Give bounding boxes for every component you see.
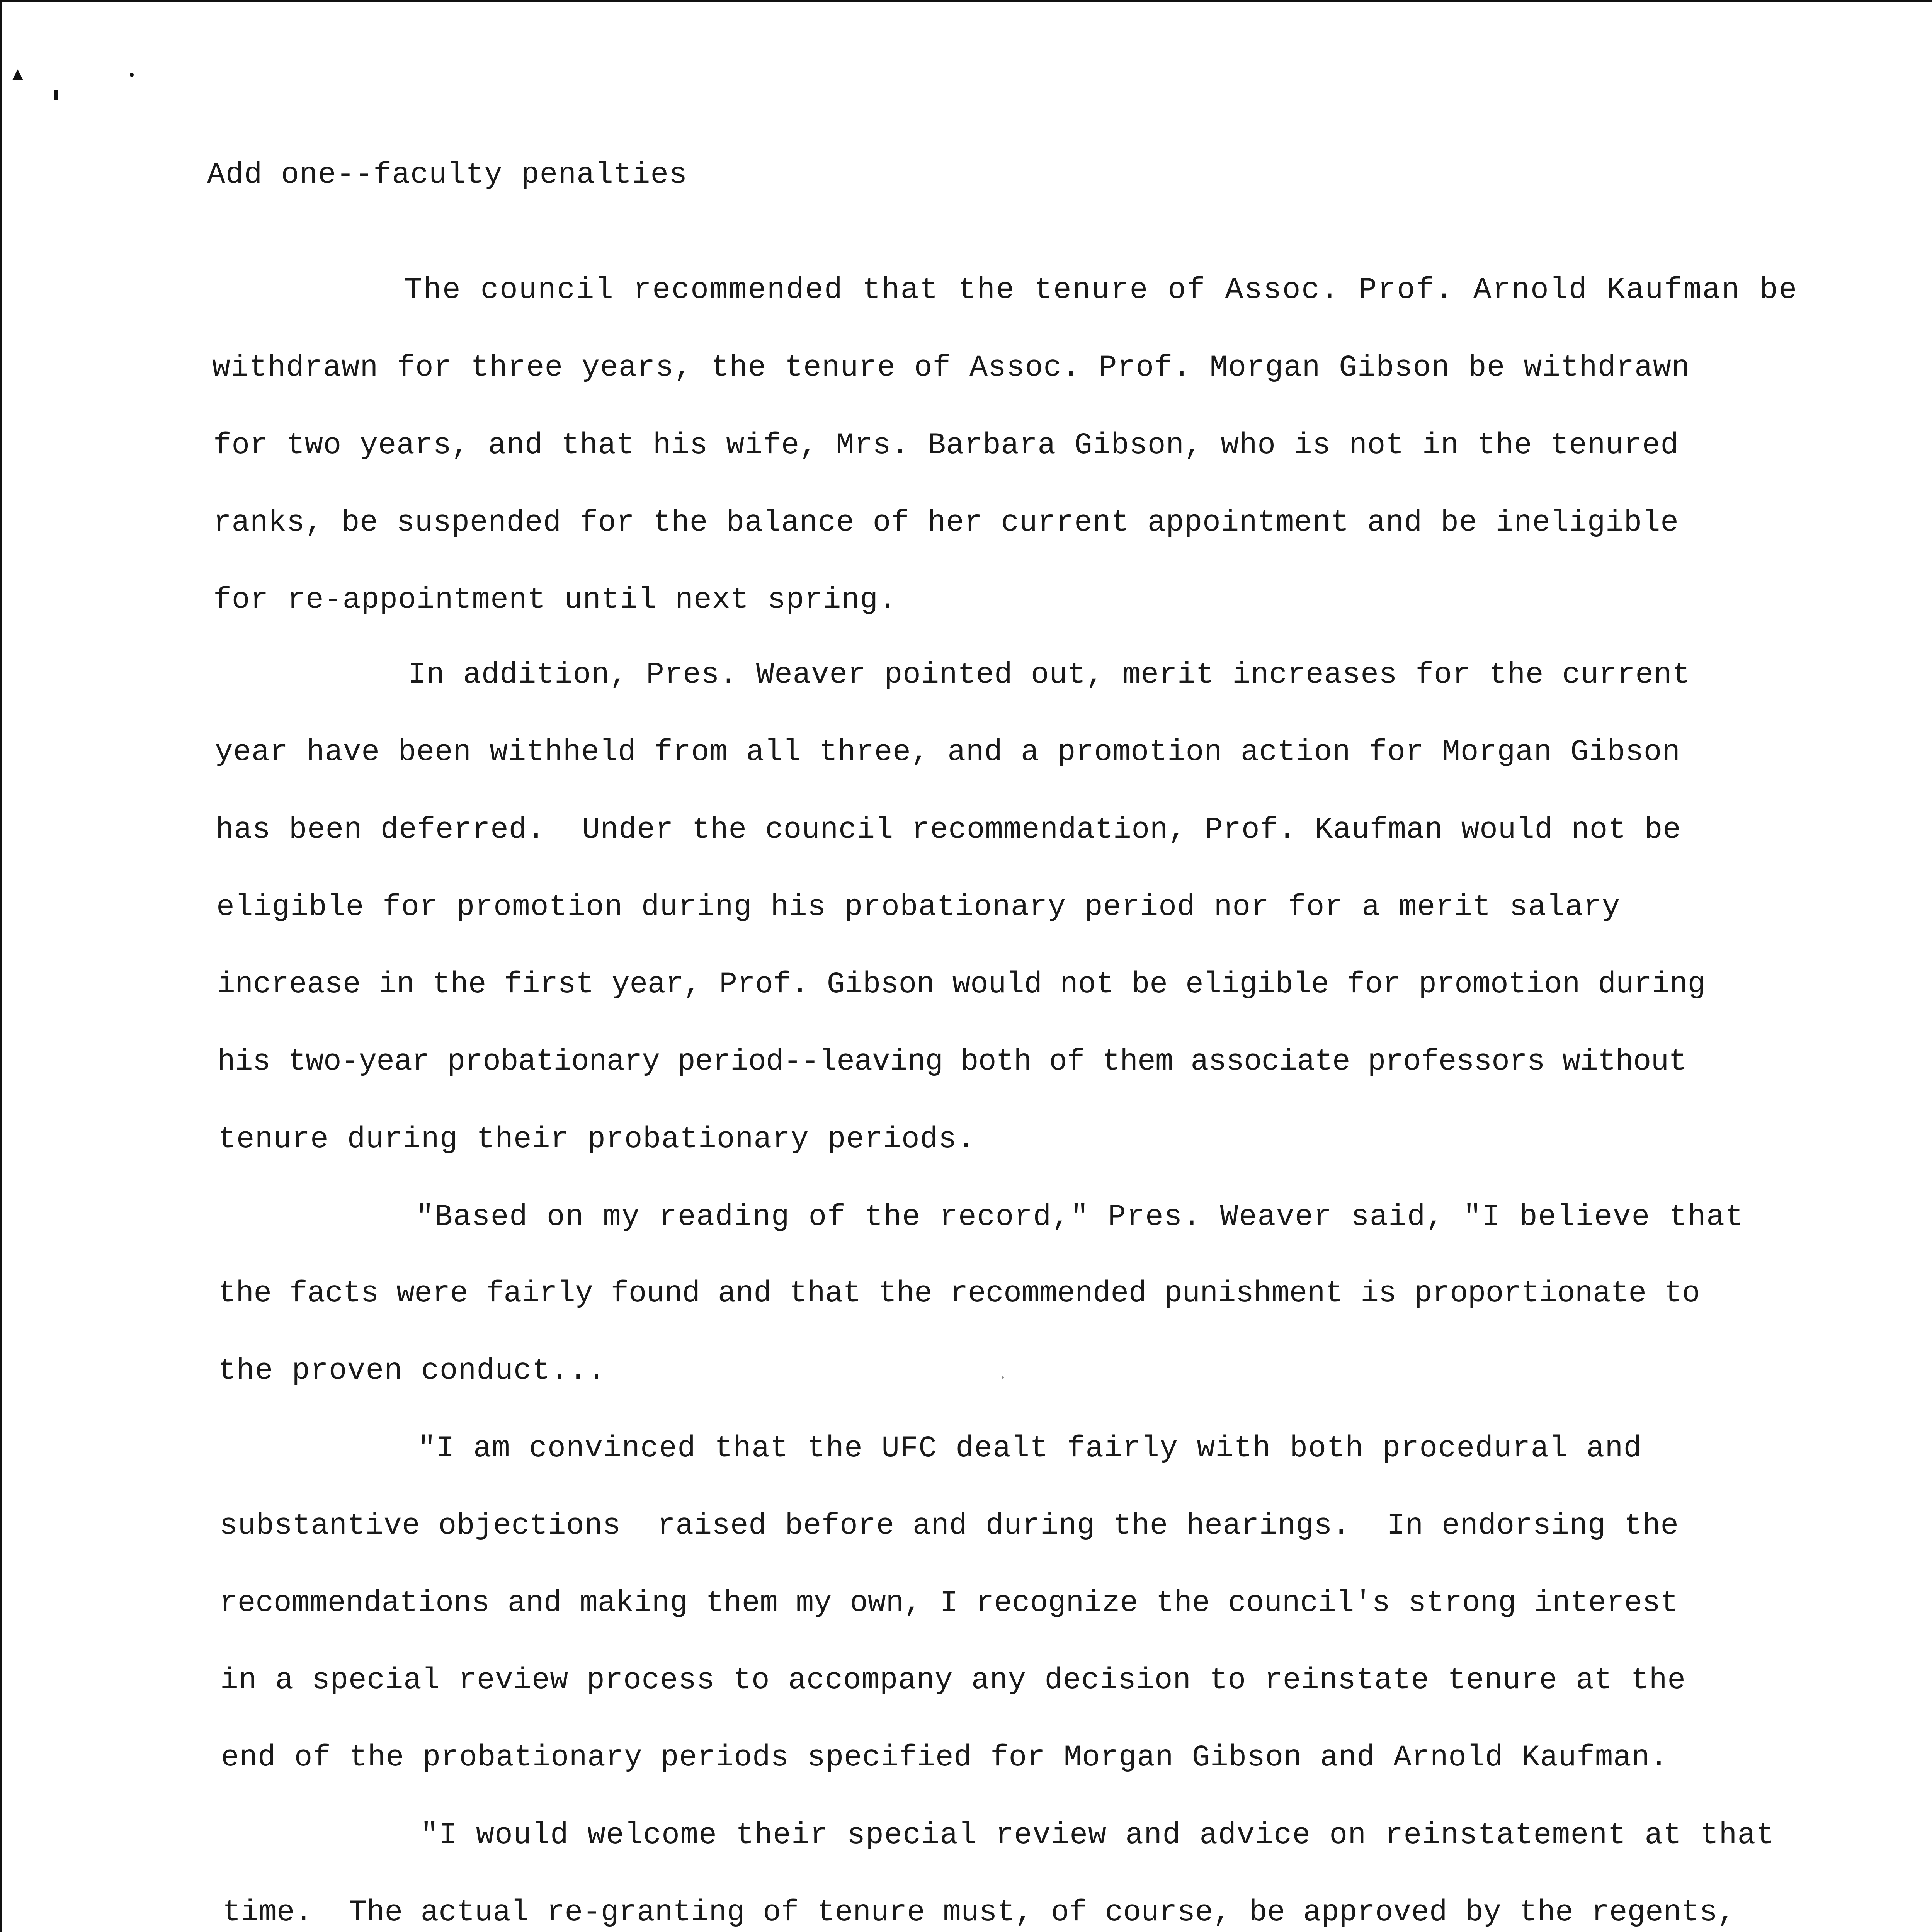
page-speck bbox=[1002, 1376, 1004, 1379]
body-line: substantive objections raised before and during the hearings. In endorsing the bbox=[219, 1509, 1679, 1543]
body-line: the proven conduct... bbox=[218, 1354, 606, 1388]
body-line: for two years, and that his wife, Mrs. Barbara Gibson, who is not in the tenured bbox=[213, 429, 1679, 463]
body-line: "Based on my reading of the record," Pres. Weaver said, "I believe that bbox=[416, 1200, 1744, 1234]
body-line: recommendations and making them my own, I recognize the council's strong interest bbox=[219, 1586, 1679, 1620]
body-line: his two-year probationary period--leaving both of them associate professors without bbox=[217, 1045, 1687, 1079]
corner-mark: ▲ bbox=[12, 63, 23, 83]
body-line: for re-appointment until next spring. bbox=[213, 583, 897, 617]
document-slug: Add one--faculty penalties bbox=[207, 158, 687, 192]
body-line: increase in the first year, Prof. Gibson would not be eligible for promotion during bbox=[217, 968, 1706, 1002]
body-line: In addition, Pres. Weaver pointed out, merit increases for the current bbox=[408, 658, 1690, 692]
body-line: year have been withheld from all three, and a promotion action for Morgan Gibson bbox=[215, 735, 1680, 769]
body-line: time. The actual re-granting of tenure must, of course, be approved by the regents, bbox=[223, 1896, 1736, 1930]
body-line: withdrawn for three years, the tenure of Assoc. Prof. Morgan Gibson be withdrawn bbox=[212, 351, 1690, 385]
body-line: eligible for promotion during his probationary period nor for a merit salary bbox=[216, 890, 1621, 924]
body-line: tenure during their probationary periods. bbox=[218, 1122, 976, 1156]
body-line: "I would welcome their special review and advice on reinstatement at that bbox=[420, 1818, 1775, 1852]
body-line: "I am convinced that the UFC dealt fairly with both procedural and bbox=[418, 1432, 1642, 1466]
body-line: in a special review process to accompany any decision to reinstate tenure at the bbox=[220, 1663, 1686, 1697]
margin-dot-mark bbox=[130, 73, 134, 77]
body-line: ranks, be suspended for the balance of her current appointment and be ineligible bbox=[213, 506, 1679, 540]
body-line: has been deferred. Under the council recommendation, Prof. Kaufman would not be bbox=[216, 813, 1681, 847]
body-line: The council recommended that the tenure of Assoc. Prof. Arnold Kaufman be bbox=[404, 273, 1798, 307]
margin-tick-mark bbox=[54, 90, 58, 100]
body-line: end of the probationary periods specified for Morgan Gibson and Arnold Kaufman. bbox=[221, 1741, 1668, 1775]
body-line: the facts were fairly found and that the recommended punishment is proportionate to bbox=[218, 1277, 1700, 1311]
